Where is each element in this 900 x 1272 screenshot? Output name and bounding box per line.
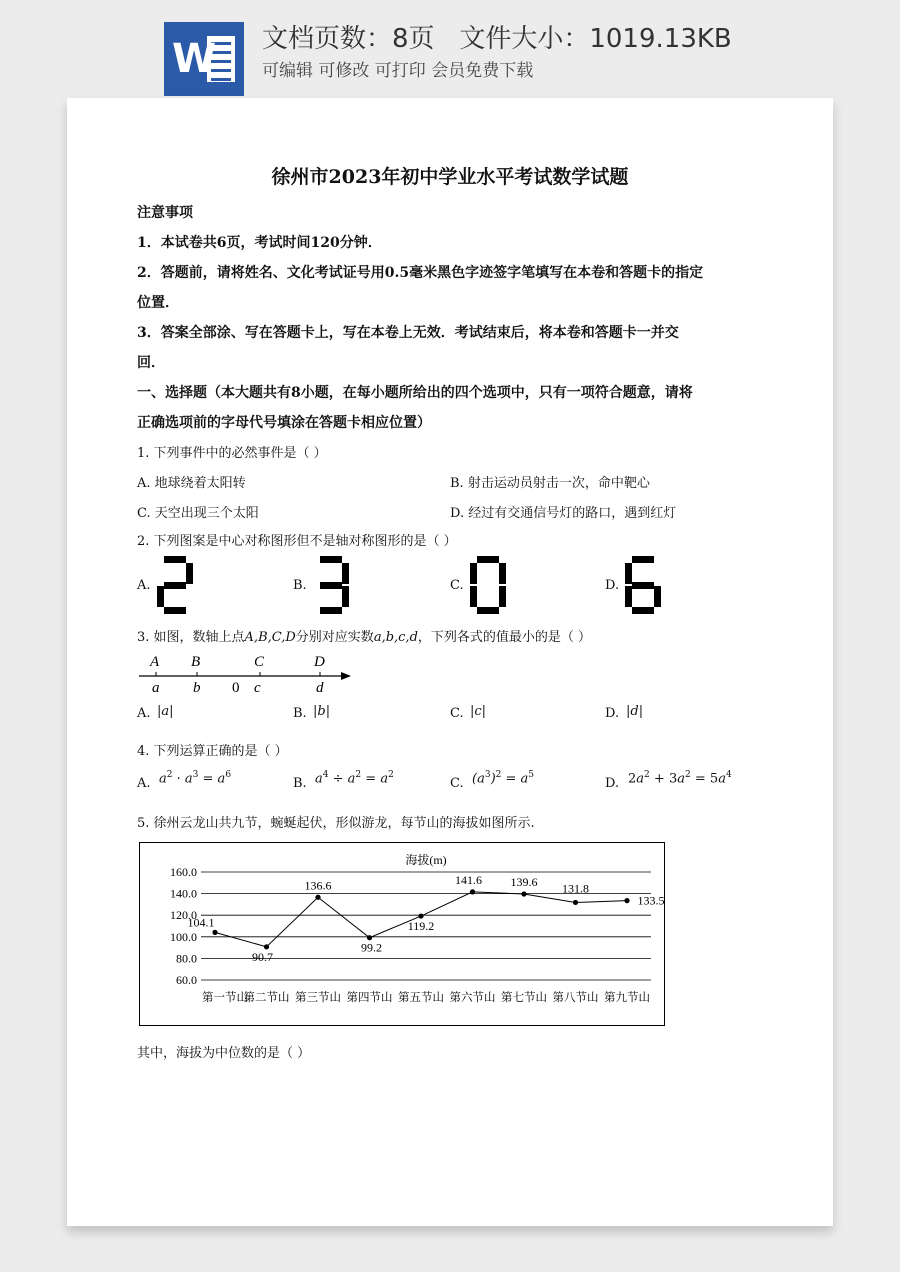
y-tick-label: 140.0: [170, 886, 197, 901]
lcd-segment-g: [632, 582, 654, 589]
lcd-segment-e: [157, 586, 164, 607]
data-label: 141.6: [455, 872, 482, 887]
data-label: 119.2: [407, 919, 435, 934]
lcd-segment-a: [632, 556, 654, 563]
file-size: 文件大小：1019.13KB: [459, 24, 732, 54]
data-label: 136.6: [304, 878, 332, 893]
lcd-segment-c: [499, 586, 506, 607]
feature-list: 可编辑 可修改 可打印 会员免费下载: [262, 61, 534, 81]
data-label: 133.5: [637, 893, 665, 908]
q3-option-a: A.: [137, 706, 151, 721]
notice-3: 3．答案全部涂、写在答题卡上，写在本卷上无效．考试结束后，将本卷和答题卡一并交: [137, 325, 679, 341]
lcd-segment-d: [320, 607, 342, 614]
x-tick-label: 第六节山: [449, 992, 496, 1004]
data-point: [573, 900, 578, 905]
section-heading: 一、选择题（本大题共有8小题，在每小题所给出的四个选项中，只有一项符合题意，请将: [137, 385, 693, 401]
q3-option-d: D.: [605, 706, 620, 721]
q3-option-c-expr: |c|: [470, 704, 487, 719]
lcd-segment-f: [625, 563, 632, 584]
y-tick-label: 120.0: [170, 908, 197, 923]
var-c-label: c: [254, 680, 261, 696]
q4-option-b: B.: [293, 776, 307, 791]
download-header: [0, 0, 900, 96]
data-label: 104.1: [187, 915, 215, 930]
x-tick-label: 第五节山: [398, 992, 444, 1004]
q3-option-b-expr: |b|: [313, 704, 331, 719]
doc-title: 徐州市2023年初中学业水平考试数学试题: [271, 166, 629, 188]
q3-option-b: B.: [293, 706, 307, 721]
x-tick-label: 第四节山: [346, 992, 393, 1004]
q3-option-c: C.: [450, 706, 464, 721]
var-b-label: b: [193, 680, 201, 696]
q4-option-a-expr: $a^2 \cdot a^3 = a^6$: [159, 770, 232, 787]
var-d-label: d: [316, 680, 324, 696]
q3-option-a-expr: |a|: [157, 704, 174, 719]
data-point: [521, 891, 526, 896]
notice-2-cont: 位置．: [137, 295, 179, 311]
q2-option-b: B.: [293, 578, 307, 593]
lcd-segment-a: [320, 556, 342, 563]
file-info: [262, 18, 732, 55]
question-5: 5. 徐州云龙山共九节，蜿蜒起伏，形似游龙，每节山的海拔如图所示.: [137, 816, 535, 831]
zero-label: 0: [232, 680, 240, 696]
point-D-label: D: [314, 654, 325, 670]
chart-title: 海拔(m): [405, 853, 447, 867]
question-4: 4. 下列运算正确的是（ ）: [137, 744, 288, 759]
lcd-segment-c: [342, 586, 349, 607]
data-label: 139.6: [510, 875, 538, 890]
q1-option-b: B. 射击运动员射击一次，命中靶心: [450, 476, 650, 491]
q2-option-d: D.: [605, 578, 620, 593]
q4-option-a: A.: [137, 776, 151, 791]
q4-option-c-expr: $(a^3)^2 = a^5$: [472, 770, 535, 787]
lcd-segment-g: [164, 582, 186, 589]
y-tick-label: 160.0: [170, 865, 197, 879]
y-tick-label: 100.0: [170, 929, 197, 944]
question-5-prompt: 其中，海拔为中位数的是（ ）: [137, 1046, 311, 1061]
data-label: 99.2: [361, 940, 382, 955]
q1-option-c: C. 天空出现三个太阳: [137, 506, 259, 521]
q4-option-c: C.: [450, 776, 464, 791]
notice-1: 1．本试卷共6页，考试时间120分钟．: [137, 235, 382, 251]
altitude-line-chart: [139, 842, 665, 1026]
question-2: 2. 下列图案是中心对称图形但不是轴对称图形的是（ ）: [137, 534, 457, 549]
data-label: 131.8: [562, 881, 589, 896]
lcd-segment-d: [477, 607, 499, 614]
point-B-label: B: [191, 654, 201, 670]
lcd-segment-e: [625, 586, 632, 607]
question-1: 1. 下列事件中的必然事件是（ ）: [137, 446, 327, 461]
word-document-icon: W: [164, 22, 244, 96]
q2-option-a: A.: [137, 578, 151, 593]
lcd-segment-a: [164, 556, 186, 563]
data-point: [367, 935, 372, 940]
data-label: 90.7: [252, 949, 273, 964]
digit-2-figure: [157, 556, 193, 614]
lcd-segment-c: [654, 586, 661, 607]
var-a-label: a: [152, 680, 160, 696]
digit-6-figure: [625, 556, 661, 614]
q4-option-d: D.: [605, 776, 620, 791]
lcd-segment-g: [320, 582, 342, 589]
q1-option-a: A. 地球绕着太阳转: [137, 476, 246, 491]
x-tick-label: 第七节山: [501, 992, 547, 1004]
lcd-segment-d: [164, 607, 186, 614]
q4-option-b-expr: $a^4 \div a^2 = a^2$: [315, 770, 394, 787]
document-page: [67, 98, 833, 1226]
data-point: [315, 895, 320, 900]
q1-option-d: D. 经过有交通信号灯的路口，遇到红灯: [450, 506, 677, 521]
data-point: [624, 898, 629, 903]
data-point: [470, 889, 475, 894]
q3-option-d-expr: |d|: [626, 704, 644, 719]
x-tick-label: 第二节山: [243, 992, 290, 1004]
point-A-label: A: [150, 654, 160, 670]
digit-0-figure: [470, 556, 506, 614]
x-tick-label: 第一节山: [202, 992, 248, 1004]
lcd-segment-a: [477, 556, 499, 563]
number-line: [135, 650, 357, 696]
x-tick-label: 第三节山: [295, 992, 341, 1004]
lcd-segment-b: [499, 563, 506, 584]
lcd-segment-b: [186, 563, 193, 584]
q2-option-c: C.: [450, 578, 464, 593]
lcd-segment-f: [470, 563, 477, 584]
page-count: 文档页数：8页: [262, 24, 435, 54]
x-tick-label: 第八节山: [552, 992, 599, 1004]
y-tick-label: 80.0: [176, 951, 197, 966]
lcd-segment-b: [342, 563, 349, 584]
notice-2: 2．答题前，请将姓名、文化考试证号用0.5毫米黑色字迹签字笔填写在本卷和答题卡的指定: [137, 265, 704, 281]
notice-heading: 注意事项: [137, 205, 193, 221]
x-tick-label: 第九节山: [604, 992, 650, 1004]
data-point: [212, 930, 217, 935]
data-point: [418, 913, 423, 918]
point-C-label: C: [254, 654, 265, 670]
section-heading-cont: 正确选项前的字母代号填涂在答题卡相应位置）: [137, 415, 431, 431]
digit-3-figure: [313, 556, 349, 614]
lcd-segment-d: [632, 607, 654, 614]
data-point: [264, 944, 269, 949]
y-tick-label: 60.0: [176, 973, 197, 987]
question-3: 3. 如图，数轴上点A,B,C,D分别对应实数a,b,c,d，下列各式的值最小的是（ ）: [137, 630, 592, 645]
notice-3-cont: 回．: [137, 355, 165, 371]
q4-option-d-expr: $2a^2 + 3a^2 = 5a^4$: [628, 770, 732, 787]
lcd-segment-e: [470, 586, 477, 607]
